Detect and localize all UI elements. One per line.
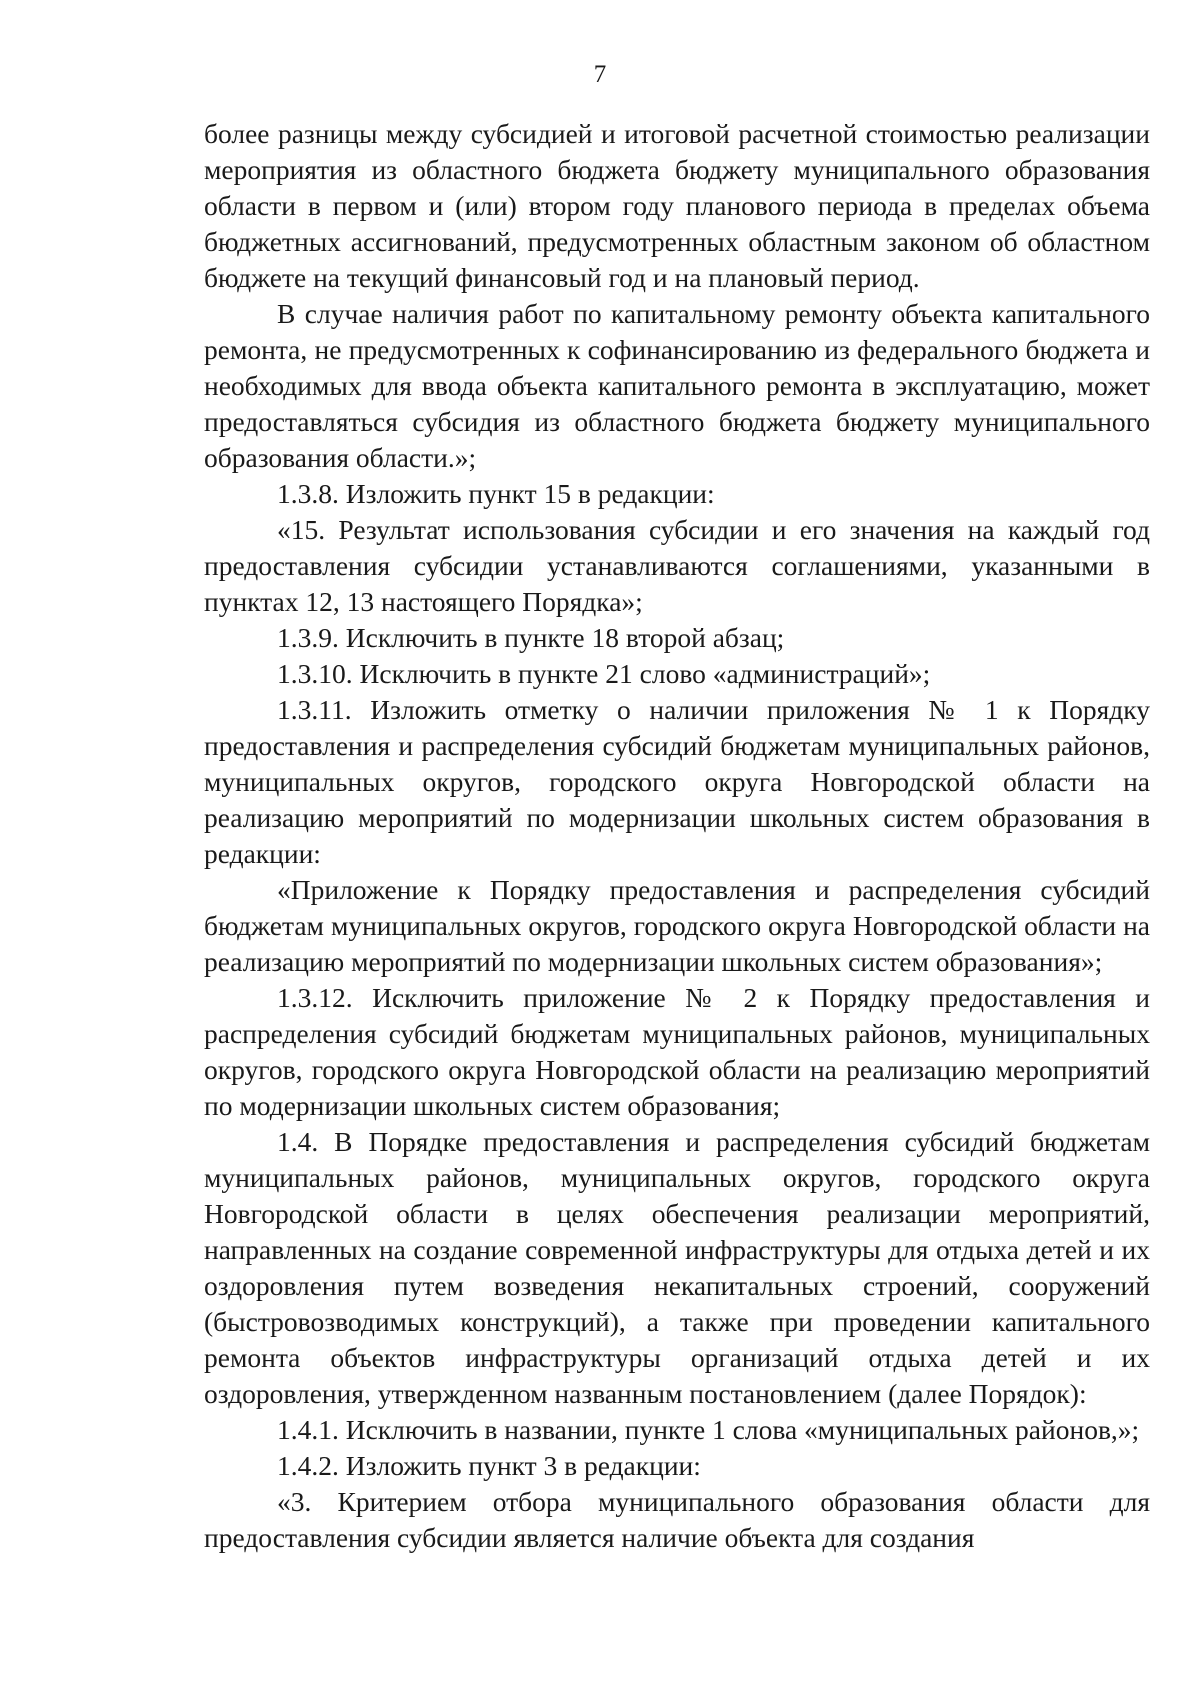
paragraph-quote-appendix: «Приложение к Порядку предоставления и распределения субсидий бюджетам муниципальных округов, городского округа Новгородской области на реализацию мероприятий по модернизации школьных систем образования»; [204,874,1150,977]
paragraph-quote-15: «15. Результат использования субсидии и его значения на каждый год предоставления субсидии устанавливаются соглашениями, указанными в пунктах 12, 13 настоящего Порядка»; [204,514,1150,617]
paragraph-1-4: 1.4. В Порядке предоставления и распределения субсидий бюджетам муниципальных районов, муниципальных округов, городского округа Новгородской области в целях обеспечения реализации мероприятий, направленных на создание современной инфраструктуры для отдыха детей и их оздоровления путем возведения некапитальных строений, сооружений (быстровозводимых конструкций), а также при проведении капитального ремонта объектов инфраструктуры организаций отдыха детей и их оздоровления, утвержденном названным постановлением (далее Порядок): [204,1126,1150,1409]
paragraph-continuation: более разницы между субсидией и итоговой расчетной стоимостью реализации мероприятия из областного бюджета бюджету муниципального образования области в первом и (или) втором году планового периода в пределах объема бюджетных ассигнований, предусмотренных областным законом об областном бюджете на текущий финансовый год и на плановый период. [204,118,1150,293]
paragraph-capital-repair: В случае наличия работ по капитальному ремонту объекта капитального ремонта, не предусмотренных к софинансированию из федерального бюджета и необходимых для ввода объекта капитального ремонта в эксплуатацию, может предоставляться субсидия из областного бюджета бюджету муниципального образования области.»; [204,298,1150,473]
paragraph-1-3-8: 1.3.8. Изложить пункт 15 в редакции: [277,478,715,509]
paragraph-1-3-11: 1.3.11. Изложить отметку о наличии приложения № 1 к Порядку предоставления и распределения субсидий бюджетам муниципальных районов, муниципальных округов, городского округа Новгородской области на реализацию мероприятий по модернизации школьных систем образования в редакции: [204,694,1150,869]
paragraph-1-3-10: 1.3.10. Исключить в пункте 21 слово «администраций»; [277,658,931,689]
paragraph-quote-3: «3. Критерием отбора муниципального образования области для предоставления субсидии является наличие объекта для создания [204,1486,1150,1553]
paragraph-1-4-1: 1.4.1. Исключить в названии, пункте 1 слова «муниципальных районов,»; [277,1414,1140,1445]
paragraph-1-3-9: 1.3.9. Исключить в пункте 18 второй абзац; [277,622,785,653]
document-body [204,116,1150,1556]
paragraph-1-3-12: 1.3.12. Исключить приложение № 2 к Порядку предоставления и распределения субсидий бюджетам муниципальных районов, муниципальных округов, городского округа Новгородской области на реализацию мероприятий по модернизации школьных систем образования; [204,982,1150,1121]
page-number: 7 [593,61,607,88]
paragraph-1-4-2: 1.4.2. Изложить пункт 3 в редакции: [277,1450,701,1481]
